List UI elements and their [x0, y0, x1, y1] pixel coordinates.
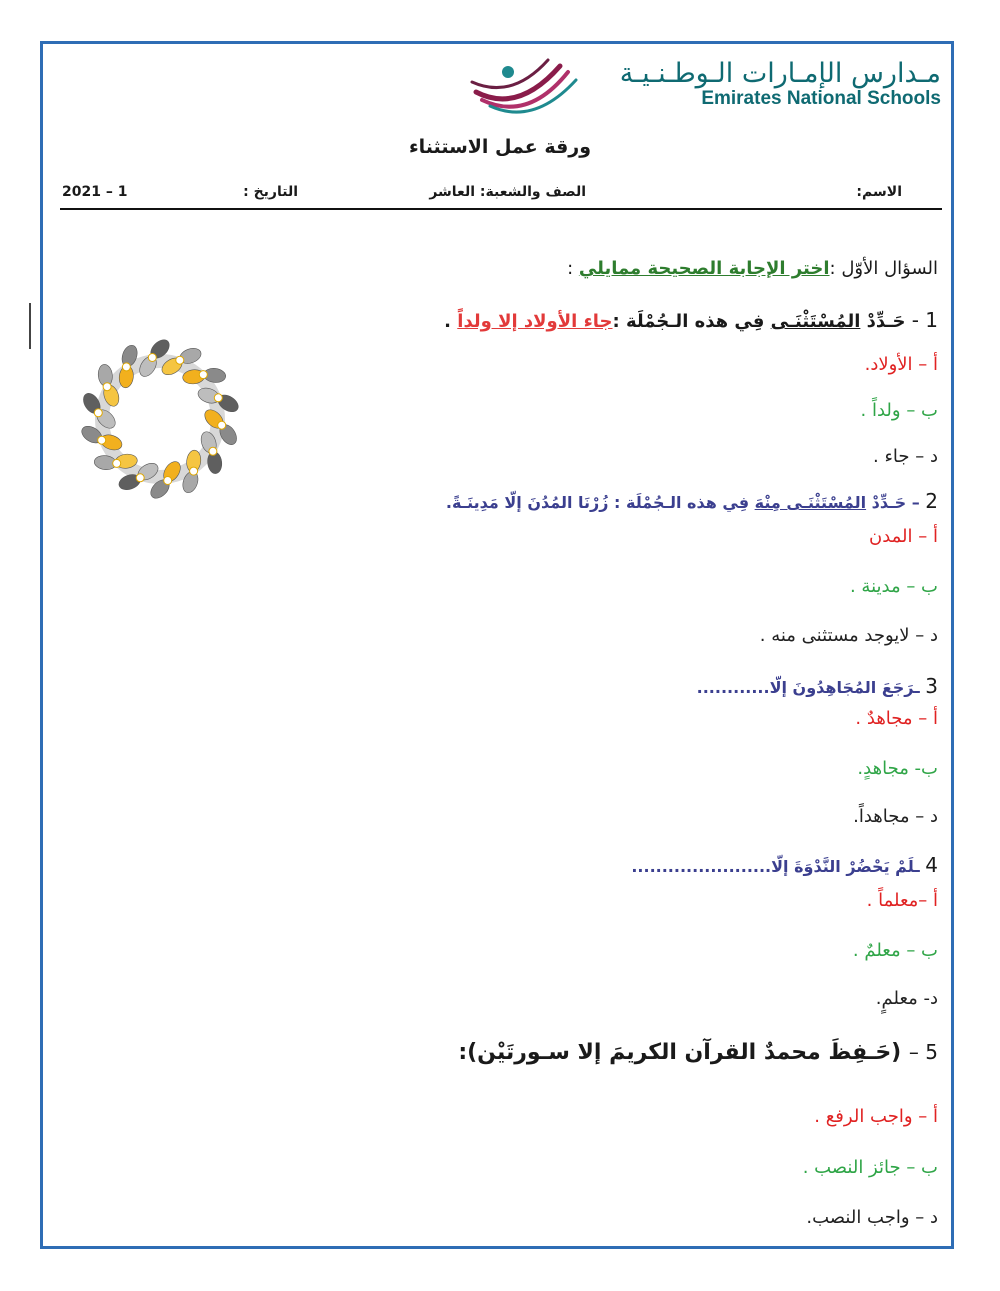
wreath-blossom	[113, 459, 121, 467]
class-value: العاشر	[429, 184, 476, 200]
question-2-stem-part: – حَـدِّدْ	[866, 493, 926, 512]
wreath-blossom	[209, 447, 217, 455]
wreath-blossom	[214, 394, 222, 402]
question-3-option-b[interactable]: ب- مجاهدٍ.	[857, 758, 938, 779]
wreath-blossom	[148, 354, 156, 362]
wreath-blossom	[94, 409, 102, 417]
school-logo-icon	[468, 52, 588, 120]
question-5-option-b[interactable]: ب – جائز النصب .	[802, 1157, 938, 1178]
question-2-option-a[interactable]: أ – المدن	[868, 526, 938, 547]
wreath-blossom	[176, 356, 184, 364]
question-1-option-a[interactable]: أ – الأولاد.	[864, 354, 938, 375]
class-label: الصف والشعبة:	[479, 184, 586, 200]
question-1-number: 1 -	[911, 308, 938, 332]
question-1-option-b[interactable]: ب – ولداً .	[860, 400, 938, 421]
date-value: 2021 – 1	[62, 184, 128, 200]
text-cursor	[29, 303, 31, 349]
question-4-number: 4	[925, 853, 938, 877]
question-4-option-d[interactable]: د- معلمٍ.	[875, 988, 938, 1009]
question-3-option-d[interactable]: د – مجاهداً.	[853, 806, 938, 827]
question-4-text: ـلَمْ يَحْضُرْ النَّدْوَةَ إلّا.......................	[631, 857, 926, 876]
school-name-arabic: مـدارس الإمـارات الـوطـنـيـة	[619, 58, 941, 89]
question-5-stem	[458, 1040, 938, 1065]
wreath-blossom	[98, 436, 106, 444]
question-1-option-d[interactable]: د – جاء .	[873, 446, 938, 467]
question-5-option-d[interactable]: د – واجب النصب.	[806, 1207, 938, 1228]
question-2-sentence: زُرْنَا المُدُنَ إلّا مَدِينَـةً.	[445, 493, 609, 512]
school-name-english: Emirates National Schools	[701, 88, 941, 109]
question-5-text: (حَـفِظَ محمدٌ القرآن الكريمَ إلا سـورتَيْن):	[458, 1040, 909, 1065]
question-2-number: 2	[925, 489, 938, 513]
section-suffix: :	[567, 258, 579, 279]
question-1-end: .	[444, 311, 458, 332]
question-2-keyword: المُسْتَثْنَـى مِنْهَ	[754, 493, 867, 512]
question-3-stem	[697, 674, 938, 698]
question-4-option-a[interactable]: أ –معلماً .	[866, 890, 938, 911]
worksheet-title: ورقة عمل الاستثناء	[408, 136, 592, 158]
name-label: الاسم:	[856, 184, 902, 200]
wreath-blossom	[136, 474, 144, 482]
wreath-blossom	[103, 383, 111, 391]
question-4-stem	[631, 853, 938, 877]
question-5-number: 5 –	[908, 1040, 938, 1064]
section-prefix: السؤال الأوّل :	[829, 258, 938, 279]
wreath-blossom	[199, 371, 207, 379]
wreath-blossom	[218, 421, 226, 429]
question-1-sentence: جاء الأولاد إلا ولداً	[457, 311, 613, 332]
question-2-stem-part: فِي هذه الـجُمْلَة :	[608, 493, 755, 512]
class-field	[429, 184, 586, 200]
wreath-blossom	[190, 467, 198, 475]
header-divider	[60, 208, 942, 210]
section-heading	[567, 258, 938, 279]
wreath-blossom	[122, 363, 130, 371]
question-3-number: 3	[925, 674, 938, 698]
question-1-stem-part: حَـدِّدْ	[860, 311, 912, 332]
wreath-blossom	[164, 477, 172, 485]
flower-wreath-icon	[75, 334, 245, 504]
question-1-stem	[444, 308, 938, 332]
question-3-option-a[interactable]: أ – مجاهدٌ .	[855, 708, 938, 729]
question-2-option-b[interactable]: ب – مدينة .	[849, 576, 938, 597]
question-3-text: ـرَجَعَ المُجَاهِدُونَ إلّا............	[696, 678, 926, 697]
question-4-option-b[interactable]: ب – معلمٌ .	[852, 940, 938, 961]
question-1-keyword: المُسْتَثْنَـى	[770, 311, 861, 332]
question-1-stem-part: فِي هذه الـجُمْلَة :	[612, 311, 771, 332]
question-2-option-d[interactable]: د – لايوجد مستثنى منه .	[759, 625, 938, 646]
date-label: التاريخ :	[243, 184, 298, 200]
question-2-stem	[446, 489, 938, 513]
question-5-option-a[interactable]: أ – واجب الرفع .	[814, 1106, 938, 1127]
section-task: اختر الإجابة الصحيحة ممايلي	[578, 258, 830, 279]
